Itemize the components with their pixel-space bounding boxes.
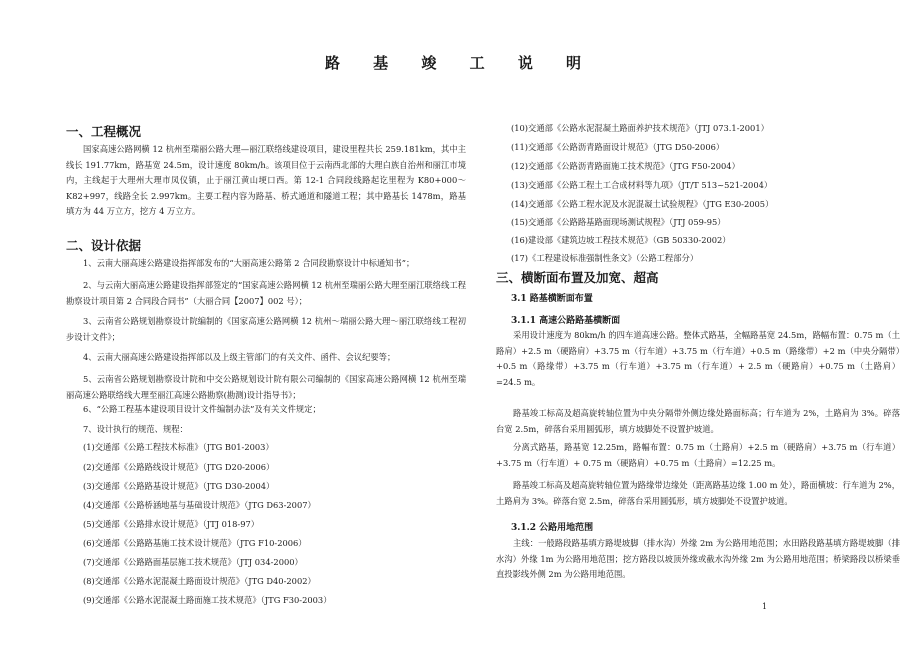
basis-item-2: 2、与云南大丽高速公路建设指挥部签定的“国家高速公路网横 12 杭州至瑞丽公路大理至丽江联络线工程勘察设计项目第 2 合同段合同书”（大丽合同【2007】002 号）； xyxy=(66,280,466,306)
standard-item-16: (16)建设部《建筑边坡工程技术规范》（GB 50330-2002） xyxy=(511,235,731,245)
standard-item-6: (6)交通部《公路路基施工技术设计规范》（JTG F10-2006） xyxy=(83,538,307,548)
cross-section-paragraph-2: 路基竣工标高及超高旋转轴位置为中央分隔带外侧边缘处路面标高；行车道为 2%，土路肩为 3%。碎落台宽 2.5m，碎落台采用圆弧形，填方坡脚处不设置护坡道。 xyxy=(496,408,900,434)
basis-item-1: 1、云南大丽高速公路建设指挥部发布的“大丽高速公路第 2 合同段勘察设计中标通知书”； xyxy=(83,258,415,268)
standard-item-14: (14)交通部《公路工程水泥及水泥混凝土试验规程》（JTG E30-2005） xyxy=(511,199,774,209)
standard-item-13: (13)交通部《公路工程土工合成材料等九项》（JT/T 513~521-2004） xyxy=(511,180,773,190)
subheading-3-1: 3.1 路基横断面布置 xyxy=(511,294,593,304)
standard-item-8: (8)交通部《公路水泥混凝土路面设计规范》（JTG D40-2002） xyxy=(83,576,316,586)
subheading-3-1-1: 3.1.1 高速公路路基横断面 xyxy=(511,316,621,326)
section-heading-overview: 一、工程概况 xyxy=(66,124,142,139)
standard-item-5: (5)交通部《公路排水设计规范》（JTJ 018-97） xyxy=(83,519,260,529)
standard-item-10: (10)交通部《公路水泥混凝土路面养护技术规范》（JTJ 073.1-2001） xyxy=(511,123,769,133)
overview-paragraph: 国家高速公路网横 12 杭州至瑞丽公路大理—丽江联络线建设项目，建设里程共长 259.181km，其中主线长 191.77km，路基宽 24.5m，设计速度 80km/h。该项目位于云南西北部的大理白族自治州和丽江市境内，主线起于大理州大理市凤仪镇，止于丽江黄山埂口西。第 12-1 合同段线路起讫里程为 K80+000～K82+997，线路全长 2.997km。主要工程内容为路基、桥式通道和隧道工程；其中路基长 1478m，路基填方为 44 万立方，挖方 4 万立方。 xyxy=(66,144,466,217)
page-number: 1 xyxy=(762,602,768,611)
basis-item-3: 3、云南省公路规划勘察设计院编制的《国家高速公路网横 12 杭州～瑞丽公路大理～丽江联络线工程初步设计文件》； xyxy=(66,316,466,342)
basis-item-6: 6、“公路工程基本建设项目设计文件编制办法”及有关文件规定； xyxy=(83,404,321,414)
standard-item-7: (7)交通部《公路路面基层施工技术规范》（JTJ 034-2000） xyxy=(83,557,303,567)
section-heading-cross-section: 三、横断面布置及加宽、超高 xyxy=(496,270,659,285)
standard-item-12: (12)交通部《公路沥青路面施工技术规范》（JTG F50-2004） xyxy=(511,161,740,171)
section-heading-basis: 二、设计依据 xyxy=(66,238,142,253)
standard-item-4: (4)交通部《公路桥涵地基与基础设计规范》（JTG D63-2007） xyxy=(83,500,316,510)
basis-item-7: 7、设计执行的规范、规程： xyxy=(83,424,188,434)
standard-item-9: (9)交通部《公路水泥混凝土路面施工技术规范》（JTG F30-2003） xyxy=(83,595,332,605)
standard-item-2: (2)交通部《公路路线设计规范》（JTG D20-2006） xyxy=(83,462,275,472)
page-title: 路 基 竣 工 说 明 xyxy=(324,54,596,72)
cross-section-paragraph-1: 采用设计速度为 80km/h 的四车道高速公路。整体式路基，全幅路基宽 24.5m，路幅布置：0.75 m（土路肩）+2.5 m（硬路肩）+3.75 m（行车道）+3.75 m（行车道）+0.5 m（路缘带）+2 m（中央分隔带）+0.5 m（路缘带）+3.75 m（行车道）+3.75 m（行车道）+ 2.5 m（硬路肩）+0.75 m（土路肩）=24.5 m。 xyxy=(496,330,900,387)
cross-section-paragraph-3: 分离式路基，路基宽 12.25m，路幅布置：0.75 m（土路肩）+2.5 m（硬路肩）+3.75 m（行车道）+3.75 m（行车道）+ 0.75 m（硬路肩）+0.75 m（土路肩）=12.25 m。 xyxy=(496,442,900,468)
basis-item-5: 5、云南省公路规划勘察设计院和中交公路规划设计院有限公司编制的《国家高速公路网横 12 杭州至瑞丽高速公路联络线大理至丽江高速公路勘察(勘测)设计指导书》； xyxy=(66,374,466,400)
cross-section-paragraph-4: 路基竣工标高及超高旋转轴位置为路缘带边缘处（距离路基边缘 1.00 m 处），路面横坡：行车道为 2%，土路肩为 3%。碎落台宽 2.5m，碎落台采用圆弧形，填方坡脚处不设置护坡道。 xyxy=(496,480,900,506)
land-use-paragraph: 主线：一般路段路基填方路堤坡脚（排水沟）外缘 2m 为公路用地范围；水田路段路基填方路堤坡脚（排水沟）外缘 1m 为公路用地范围；挖方路段以坡顶外缘或截水沟外缘 2m 为公路用地范围；桥梁路段以桥梁垂直投影线外侧 2m 为公路用地范围。 xyxy=(496,538,900,580)
standard-item-15: (15)交通部《公路路基路面现场测试规程》（JTJ 059-95） xyxy=(511,217,726,227)
standard-item-17: (17)《工程建设标准强制性条文》（公路工程部分） xyxy=(511,253,699,263)
standard-item-1: (1)交通部《公路工程技术标准》（JTG B01-2003） xyxy=(83,442,274,452)
standard-item-11: (11)交通部《公路沥青路面设计规范》（JTG D50-2006） xyxy=(511,142,725,152)
basis-item-4: 4、云南大丽高速公路建设指挥部以及上级主管部门的有关文件、函件、会议纪要等； xyxy=(83,352,396,362)
subheading-3-1-2: 3.1.2 公路用地范围 xyxy=(511,523,594,533)
standard-item-3: (3)交通部《公路路基设计规范》（JTG D30-2004） xyxy=(83,481,275,491)
